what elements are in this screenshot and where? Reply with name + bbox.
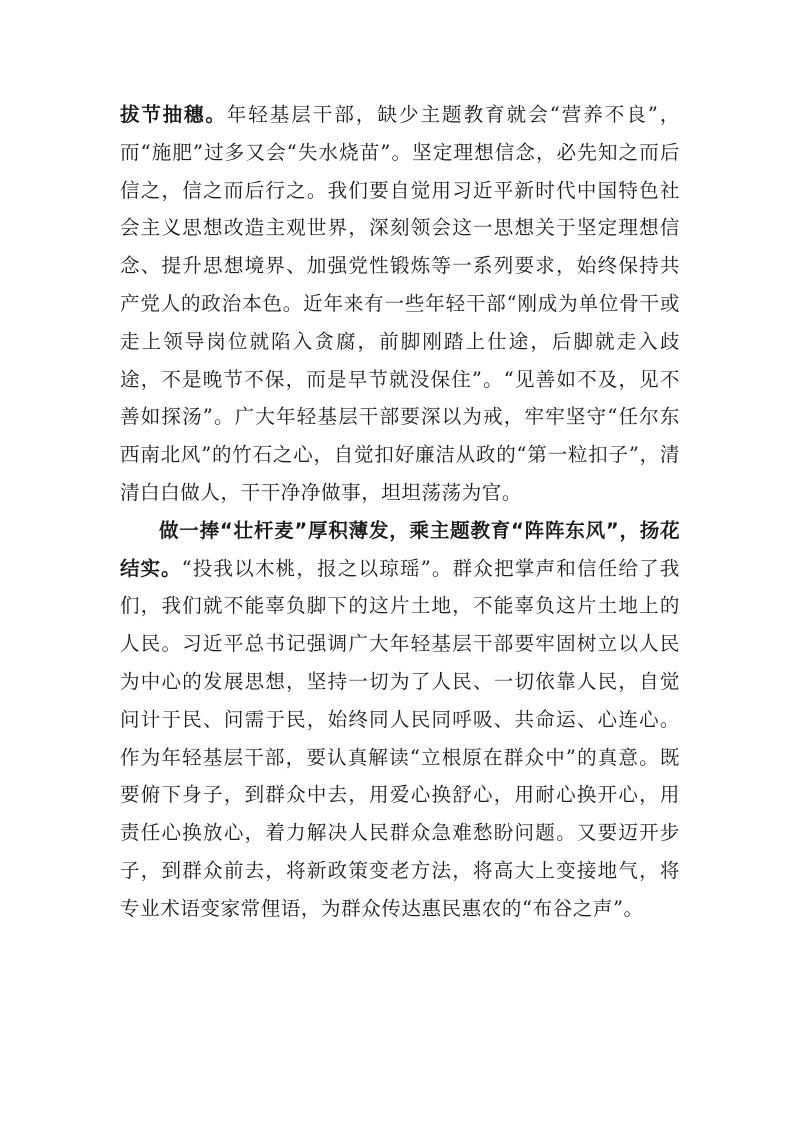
paragraph-1-body: 年轻基层干部，缺少主题教育就会“营养不良”，而“施肥”过多又会“失水烧苗”。坚定理想信念，必先知之而后信之，信之而后行之。我们要自觉用习近平新时代中国特色社会主义思想改造主观世界，深刻领会这一思想关于坚定理想信念、提升思想境界、加强党性锻炼等一系列要求，始终保持共产党人的政治本色。近年来有一些年轻干部“刚成为单位骨干或走上领导岗位就陷入贪腐，前脚刚踏上仕途，后脚就走入歧途，不是晚节不保，而是早节就没保住”。“见善如不及，见不善如探汤”。广大年轻基层干部要深以为戒，牢牢坚守“任尔东西南北风”的竹石之心，自觉扣好廉洁从政的“第一粒扣子”，清清白白做人，干干净净做事，坦坦荡荡为官。 — [120, 103, 680, 504]
paragraph-1-lead: 拔节抽穗。 — [120, 103, 227, 126]
paragraph-2-lead: 做一捧“壮杆麦”厚积薄发，乘主题教育“阵阵东风”，扬花结实。 — [120, 518, 680, 580]
paragraph-2 — [120, 512, 680, 928]
paragraph-2-body: “投我以木桃，报之以琼瑶”。群众把掌声和信任给了我们，我们就不能辜负脚下的这片土地，不能辜负这片土地上的人民。习近平总书记强调广大年轻基层干部要牢固树立以人民为中心的发展思想，坚持一切为了人民、一切依靠人民，自觉问计于民、问需于民，始终同人民同呼吸、共命运、心连心。作为年轻基层干部，要认真解读“立根原在群众中”的真意。既要俯下身子，到群众中去，用爱心换舒心，用耐心换开心，用责任心换放心，着力解决人民群众急难愁盼问题。又要迈开步子，到群众前去，将新政策变老方法，将高大上变接地气，将专业术语变家常俚语，为群众传达惠民惠农的“布谷之声”。 — [120, 556, 680, 920]
document-page — [120, 96, 680, 928]
paragraph-1 — [120, 96, 680, 512]
